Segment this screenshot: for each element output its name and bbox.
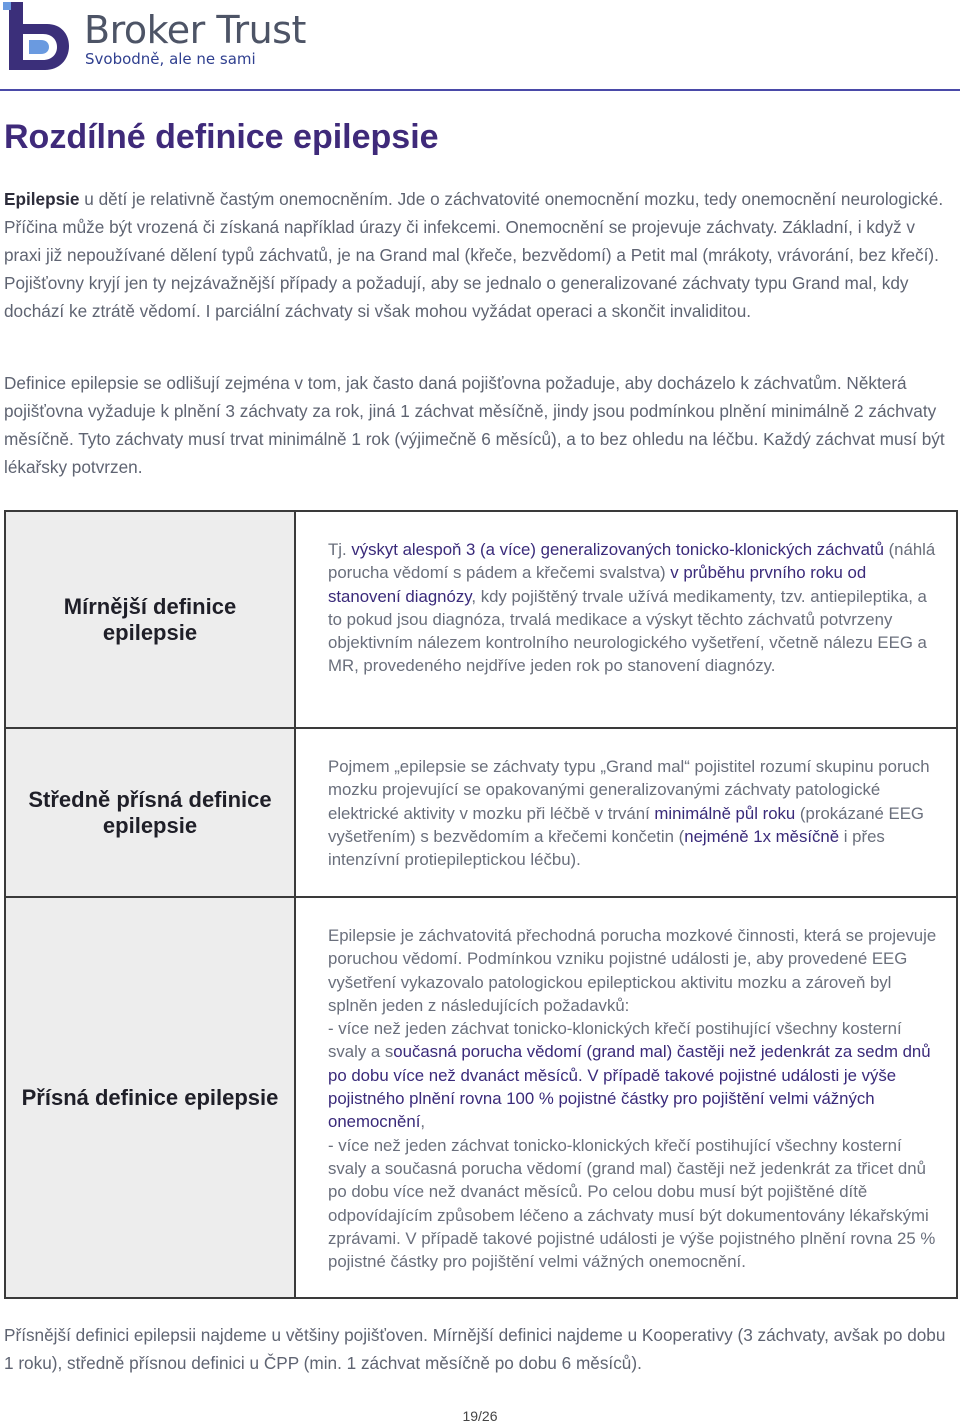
definition-text xyxy=(296,898,956,1297)
brand-tagline: Svobodně, ale ne sami xyxy=(85,50,256,68)
definition-text-segment: (náhlá porucha vědomí s pádem a křečemi svalstva) xyxy=(328,540,936,583)
definition-text-segment: i přes intenzívní protiepileptickou léčbu). xyxy=(328,826,885,870)
page-header xyxy=(0,0,960,90)
definition-text-segment: (prokázané EEG vyšetřením) s bezvědomím a křečemi končetin ( xyxy=(328,803,924,846)
definition-label: Mírnější definice epilepsie xyxy=(6,512,296,727)
definitions-paragraph: Definice epilepsie se odlišují zejména v tom, jak často daná pojišťovna požaduje, aby docházelo k záchvatům. Některá pojišťovna vyžaduje k plnění 3 záchvaty za rok, jiná 1 záchvat měsíčně, jindy jsou podmínkou plnění minimálně 2 záchvaty měsíčně. Tyto záchvaty musí trvat minimálně 1 rok (výjimečně 6 měsíců), a to bez ohledu na léčbu. Každý záchvat musí být lékařsky potvrzen. xyxy=(4,373,945,477)
page-number: 19/26 xyxy=(462,1408,498,1424)
intro-lead-term: Epilepsie xyxy=(4,189,80,209)
brand-name: Broker Trust xyxy=(84,8,306,52)
definition-text-segment: Epilepsie je záchvatovitá přechodná porucha mozkové činnosti, která se projevuje poruchou vědomí. Podmínkou vzniku pojistné události je, aby provedené EEG vyšetření vykazovalo patologickou epileptickou aktivitu mozku a zároveň byl splněn jeden z následujících požadavků: xyxy=(328,926,937,1015)
definition-text-segment: Pojmem „epilepsie se záchvaty typu „Grand mal“ pojistitel rozumí skupinu poruch mozku projevující se opakovanými generalizovanými záchvaty patologické elektrické aktivity v mozku při léčbě v trvání xyxy=(328,757,930,823)
definition-text-segment: Tj. xyxy=(328,540,352,559)
broker-trust-logo-icon xyxy=(3,2,73,72)
definition-text-segment: , xyxy=(420,1112,426,1132)
definition-text-segment: - více než jeden záchvat tonicko-klonických křečí postihující všechny kosterní svaly a současná porucha vědomí (grand mal) častěji než jedenkrát za třicet dnů po dobu více než dvanáct měsíců. Po celou dobu musí být pojištěné dítě odpovídajícím způsobem léčeno a záchvaty musí být dokumentovány lékařskými zprávami. V případě takové pojistné události je výše pojistného plnění rovna 25 % pojistné částky pro pojištění velmi vážných onemocnění. xyxy=(328,1135,936,1272)
highlighted-text: nejméně 1x měsíčně xyxy=(684,826,840,846)
definition-text xyxy=(296,729,956,896)
highlighted-text: výskyt alespoň 3 (a více) generalizovaných tonicko-klonických záchvatů xyxy=(351,540,884,559)
definition-label: Středně přísná definice epilepsie xyxy=(6,729,296,896)
definitions-table xyxy=(4,510,958,1299)
definition-text xyxy=(296,512,956,727)
definition-row-medium xyxy=(6,729,956,898)
intro-paragraph xyxy=(4,185,950,325)
highlighted-text: oučasná porucha vědomí (grand mal) častěji než jedenkrát za sedm dnů po dobu více než dvanáct měsíců. V případě takové pojistné události je výše pojistného plnění rovna 100 % pojistné částky pro pojištění velmi vážných onemocnění xyxy=(328,1042,931,1132)
summary-paragraph: Přísnější definici epilepsii najdeme u většiny pojišťoven. Mírnější definici najdeme u Kooperativy (3 záchvaty, avšak po dobu 1 roku), středně přísnou definici u ČPP (min. 1 záchvat měsíčně po dobu 6 měsíců). xyxy=(4,1325,946,1373)
highlighted-text: v průběhu prvního roku od stanovení diagnózy xyxy=(328,563,867,606)
highlighted-text: minimálně půl roku xyxy=(654,803,796,823)
definition-row-mild xyxy=(6,512,956,729)
definition-text-segment: , kdy pojištěný trvale užívá medikamenty, tzv. antiepileptika, a to pokud jsou diagnóza, trvalá medikace a výskyt těchto záchvatů potvrzeny objektivním nálezem kontrolního neurologického vyšetření, včetně nálezu EEG a MR, provedeného nejdříve jeden rok po stanovení diagnózy. xyxy=(328,586,927,676)
intro-text: u dětí je relativně častým onemocněním. Jde o záchvatovité onemocnění mozku, tedy onemocnění neurologické. Příčina může být vrozená či získaná například úrazy či infekcemi. Onemocnění se projevuje záchvaty. Základní, i když v praxi již nepoužívané dělení typů záchvatů, je na Grand mal (křeče, bezvědomí) a Petit mal (mrákoty, vrávorání, bez křečí). Pojišťovny kryjí jen ty nejzávažnější případy a požadují, aby se jednalo o generalizované záchvaty typu Grand mal, kdy dochází ke ztrátě vědomí. I parciální záchvaty si však mohou vyžádat operaci a skončit invaliditou. xyxy=(4,189,944,321)
definition-text-segment: - více než jeden záchvat tonicko-klonických křečí postihující všechny kosterní svaly a s xyxy=(328,1019,902,1062)
page-title: Rozdílné definice epilepsie xyxy=(4,118,439,156)
definition-row-strict xyxy=(6,898,956,1297)
definition-label: Přísná definice epilepsie xyxy=(6,898,296,1297)
header-divider xyxy=(0,89,960,91)
